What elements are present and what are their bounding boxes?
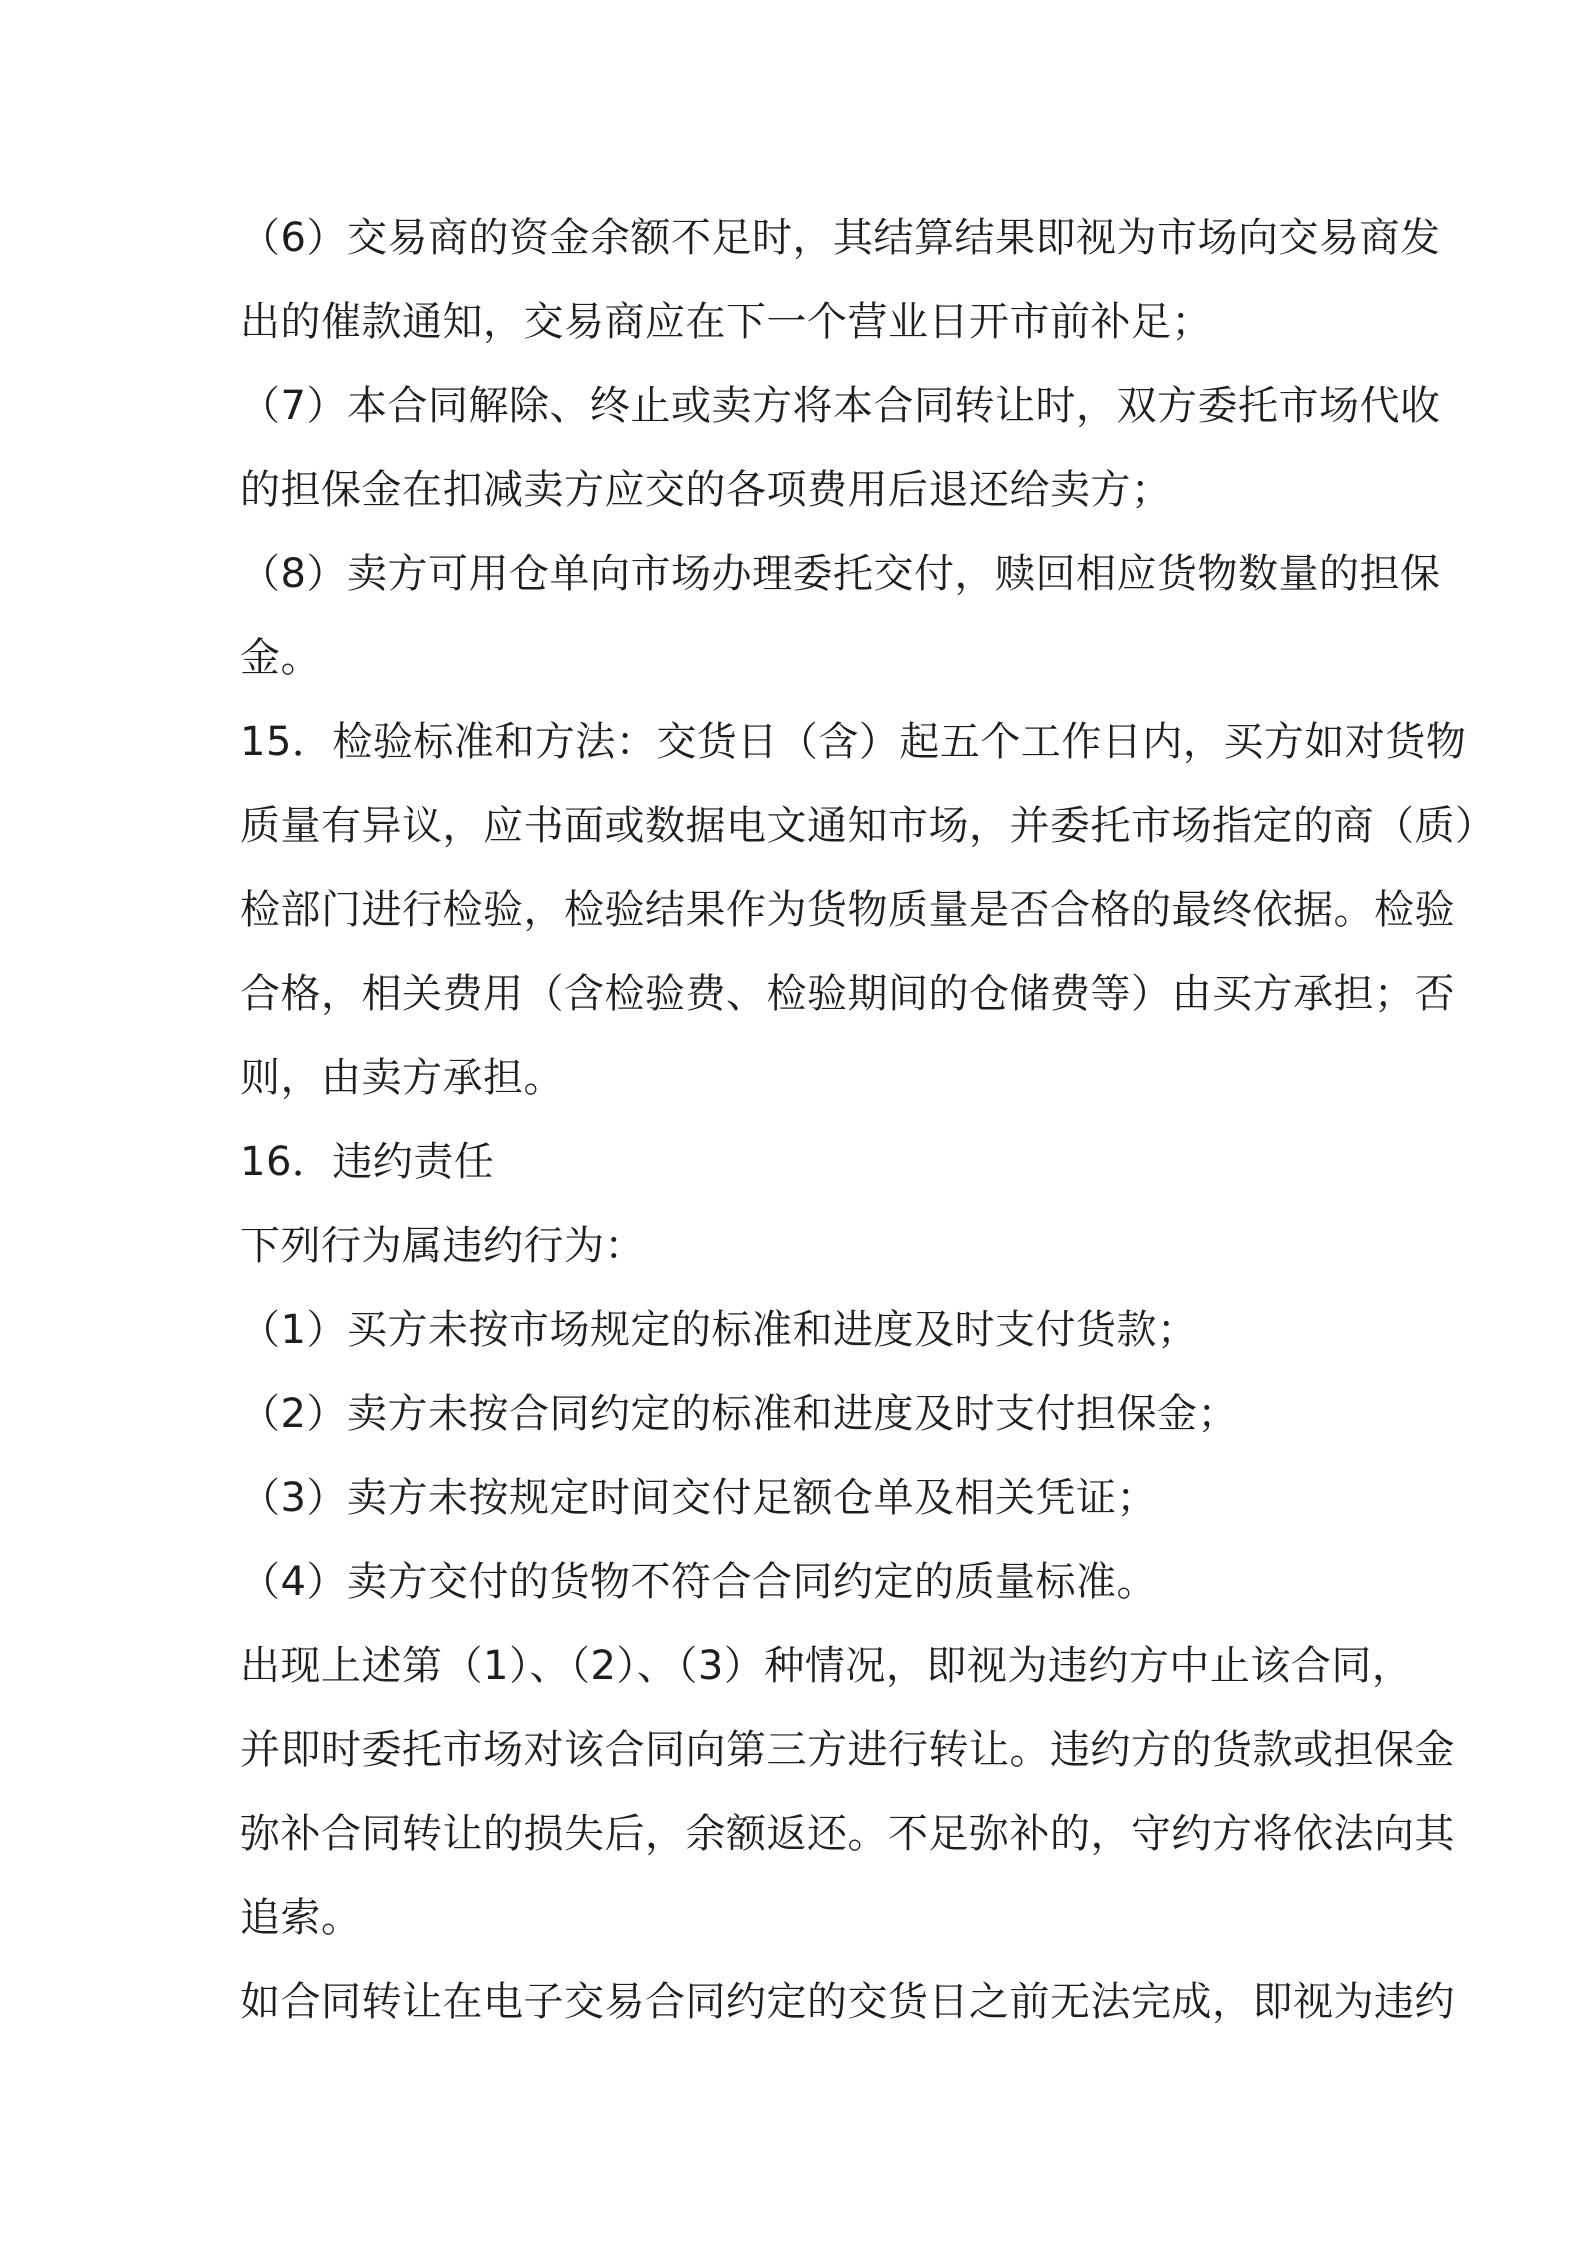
list-item: （1）买方未按市场规定的标准和进度及时支付货款； <box>240 1307 1198 1353</box>
list-item: （3）卖方未按规定时间交付足额仓单及相关凭证； <box>240 1475 1157 1521</box>
text-line: 如合同转让在电子交易合同约定的交货日之前无法完成，即视为违约 <box>240 1979 1455 2025</box>
text-line: （6）交易商的资金余额不足时，其结算结果即视为市场向交易商发 <box>240 215 1441 261</box>
text-line: （7）本合同解除、终止或卖方将本合同转让时，双方委托市场代收 <box>240 383 1441 429</box>
text-line: 并即时委托市场对该合同向第三方进行转让。违约方的货款或担保金 <box>240 1727 1455 1773</box>
text-line: 则，由卖方承担。 <box>240 1055 564 1101</box>
text-line: （8）卖方可用仓单向市场办理委托交付，赎回相应货物数量的担保 <box>240 551 1441 597</box>
text-line: 质量有异议，应书面或数据电文通知市场，并委托市场指定的商（质） <box>240 803 1496 849</box>
text-line: 合格，相关费用（含检验费、检验期间的仓储费等）由买方承担；否 <box>240 971 1455 1017</box>
text-line: 15．检验标准和方法：交货日（含）起五个工作日内，买方如对货物 <box>240 719 1467 765</box>
text-line: 弥补合同转让的损失后，余额返还。不足弥补的，守约方将依法向其 <box>240 1811 1455 1857</box>
text-line: 检部门进行检验，检验结果作为货物质量是否合格的最终依据。检验 <box>240 887 1455 933</box>
list-item: （4）卖方交付的货物不符合合同约定的质量标准。 <box>240 1559 1157 1605</box>
list-item: （2）卖方未按合同约定的标准和进度及时支付担保金； <box>240 1391 1238 1437</box>
text-line: 追索。 <box>240 1895 362 1941</box>
text-line: 出的催款通知，交易商应在下一个营业日开市前补足； <box>240 299 1212 345</box>
text-line: 的担保金在扣减卖方应交的各项费用后退还给卖方； <box>240 467 1172 513</box>
document-body <box>240 196 1496 2044</box>
text-line: 金。 <box>240 635 321 681</box>
section-heading: 16．违约责任 <box>240 1139 495 1185</box>
text-line: 下列行为属违约行为： <box>240 1223 645 1269</box>
text-line: 出现上述第（1）、（2）、（3）种情况，即视为违约方中止该合同， <box>240 1643 1413 1689</box>
